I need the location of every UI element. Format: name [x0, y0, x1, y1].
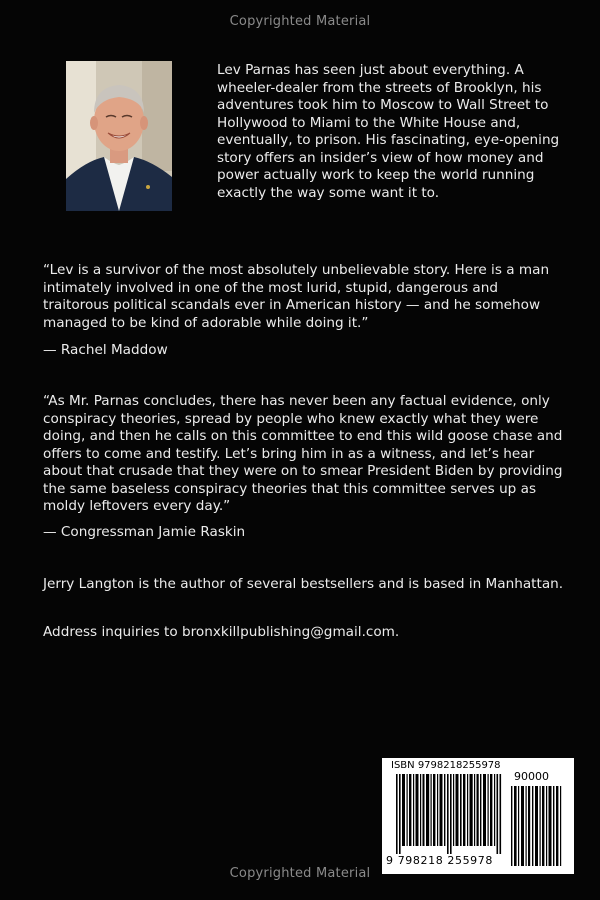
barcode-addon-bars	[510, 786, 566, 866]
address-inquiries: Address inquiries to bronxkillpublishing@gmail.com.	[43, 624, 400, 640]
isbn-barcode	[382, 758, 574, 874]
barcode-addon-number: 90000	[514, 770, 549, 783]
author-note: Jerry Langton is the author of several bestsellers and is based in Manhattan.	[43, 576, 564, 592]
quote-maddow: “Lev is a survivor of the most absolutely unbelievable story. Here is a man intimately involved in one of the most lurid, stupid, dangerous and traitorous political scandals ever in American history — and he somehow managed to be kind of adorable while doing it.”	[43, 262, 550, 331]
quote-raskin-attribution: — Congressman Jamie Raskin	[43, 524, 246, 540]
barcode-main-bars	[390, 774, 508, 854]
author-bio-blurb: Lev Parnas has seen just about everything. A wheeler-dealer from the streets of Brooklyn, his adventures took him to Moscow to Wall Street to Hollywood to Miami to the White House and, eventually, to prison. His fascinating, eye-opening story offers an insider’s view of how money and power actually work to keep the world running exactly the way some want it to.	[217, 62, 560, 201]
watermark-top: Copyrighted Material	[229, 14, 371, 29]
quote-maddow-attribution: — Rachel Maddow	[43, 342, 168, 358]
barcode-main-number: 9 798218 255978	[386, 854, 493, 867]
isbn-label: ISBN 9798218255978	[391, 760, 501, 771]
watermark-bottom: Copyrighted Material	[229, 866, 371, 881]
author-photo	[66, 61, 172, 211]
quote-raskin: “As Mr. Parnas concludes, there has never been any factual evidence, only conspiracy theories, spread by people who knew exactly what they were doing, and then he calls on this committee to end this wild goose chase and offers to come and testify. Let’s bring him in as a witness, and let’s hear about that crusade that they were on to smear President Biden by providing the same baseless conspiracy theories that this committee serves up as moldy leftovers every day.”	[43, 393, 563, 514]
